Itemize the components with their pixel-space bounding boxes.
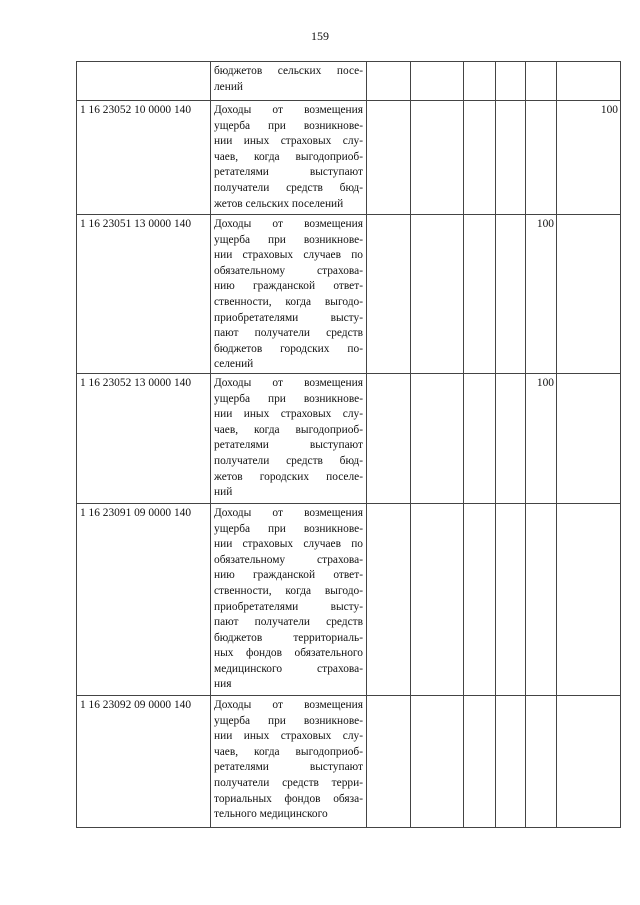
description-line: получатели средств бюд- [214, 454, 363, 467]
description-line: Доходы от возмещения [214, 698, 363, 711]
table-row [77, 695, 621, 827]
budget-share-cell: 100 [526, 373, 557, 503]
budget-share-cell [496, 101, 526, 215]
description-line: ретателями выступают [214, 761, 363, 774]
description-line: ственности, когда выгодо- [214, 584, 363, 597]
table-row [77, 215, 621, 374]
table-row [77, 503, 621, 695]
description-line: ретателями выступают [214, 439, 363, 452]
income-description-cell [211, 215, 367, 374]
budget-share-cell [411, 373, 464, 503]
description-line: приобретателями высту- [214, 311, 363, 324]
budget-share-cell [557, 215, 621, 374]
description-line: ущерба при возникнове- [214, 233, 363, 246]
budget-share-cell [496, 215, 526, 374]
description-line: нии иных страховых слу- [214, 135, 363, 148]
description-line: ния [214, 678, 232, 691]
budget-share-cell [526, 101, 557, 215]
budget-share-cell [411, 695, 464, 827]
description-line: ториальных фондов обяза- [214, 792, 363, 805]
description-line: Доходы от возмещения [214, 376, 363, 389]
budget-share-cell [464, 62, 496, 101]
income-description-cell [211, 503, 367, 695]
description-line: медицинского страхова- [214, 662, 363, 675]
description-line: ущерба при возникнове- [214, 119, 363, 132]
budget-share-cell [367, 62, 411, 101]
budget-table [76, 61, 621, 828]
description-line: чаев, когда выгодоприоб- [214, 745, 363, 758]
budget-share-cell [367, 373, 411, 503]
budget-share-cell [496, 62, 526, 101]
description-line: жетов городских поселе- [214, 470, 363, 483]
description-line: нии иных страховых слу- [214, 730, 363, 743]
budget-share-cell [411, 215, 464, 374]
description-line: чаев, когда выгодоприоб- [214, 423, 363, 436]
description-line: бюджетов территориаль- [214, 631, 363, 644]
description-line: нии иных страховых слу- [214, 408, 363, 421]
table-row [77, 62, 621, 101]
budget-share-cell [496, 503, 526, 695]
budget-share-cell [367, 695, 411, 827]
description-line: ущерба при возникнове- [214, 714, 363, 727]
budget-share-cell [367, 215, 411, 374]
budget-share-cell [411, 62, 464, 101]
description-line: ных фондов обязательного [214, 647, 363, 660]
description-line: тельного медицинского [214, 808, 328, 821]
description-line: ний [214, 486, 233, 499]
description-line: жетов сельских поселений [214, 197, 344, 210]
budget-share-cell [557, 503, 621, 695]
description-line: ущерба при возникнове- [214, 522, 363, 535]
description-line: лений [214, 80, 244, 93]
budget-share-cell [367, 503, 411, 695]
income-description-cell [211, 373, 367, 503]
budget-share-cell [411, 101, 464, 215]
description-line: ущерба при возникнове- [214, 392, 363, 405]
budget-share-cell [367, 101, 411, 215]
budget-share-cell: 100 [557, 101, 621, 215]
budget-share-cell [557, 62, 621, 101]
description-line: Доходы от возмещения [214, 104, 363, 116]
description-line: бюджетов городских по- [214, 342, 363, 355]
description-line: пают получатели средств [214, 327, 363, 340]
income-code-cell: 1 16 23091 09 0000 140 [77, 503, 211, 695]
income-description-cell [211, 101, 367, 215]
budget-share-cell [464, 215, 496, 374]
budget-share-cell [526, 62, 557, 101]
income-code-cell: 1 16 23052 10 0000 140 [77, 101, 211, 215]
description-line: ретателями выступают [214, 166, 363, 179]
description-line: бюджетов сельских посе- [214, 65, 363, 77]
budget-share-cell [464, 101, 496, 215]
budget-share-cell [464, 695, 496, 827]
description-line: ственности, когда выгодо- [214, 295, 363, 308]
budget-share-cell [464, 373, 496, 503]
description-line: обязательному страхова- [214, 553, 363, 566]
description-line: нию гражданской ответ- [214, 280, 363, 293]
description-line: нии страховых случаев по [214, 249, 363, 262]
description-line: чаев, когда выгодоприоб- [214, 150, 363, 163]
description-line: пают получатели средств [214, 616, 363, 629]
description-line: Доходы от возмещения [214, 218, 363, 230]
description-line: обязательному страхова- [214, 264, 363, 277]
budget-share-cell: 100 [526, 215, 557, 374]
income-code-cell [77, 62, 211, 101]
table-row [77, 101, 621, 215]
description-line: Доходы от возмещения [214, 506, 363, 519]
description-line: селений [214, 358, 254, 371]
income-code-cell: 1 16 23052 13 0000 140 [77, 373, 211, 503]
income-description-cell [211, 695, 367, 827]
budget-share-cell [496, 373, 526, 503]
budget-share-cell [496, 695, 526, 827]
page-number: 159 [311, 29, 329, 43]
budget-share-cell [557, 373, 621, 503]
description-line: получатели средств бюд- [214, 181, 363, 194]
description-line: получатели средств терри- [214, 776, 363, 789]
description-line: приобретателями высту- [214, 600, 363, 613]
budget-share-cell [526, 695, 557, 827]
description-line: нию гражданской ответ- [214, 569, 363, 582]
income-code-cell: 1 16 23092 09 0000 140 [77, 695, 211, 827]
description-line: нии страховых случаев по [214, 538, 363, 551]
income-code-cell: 1 16 23051 13 0000 140 [77, 215, 211, 374]
table-row [77, 373, 621, 503]
income-description-cell [211, 62, 367, 101]
budget-share-cell [464, 503, 496, 695]
budget-share-cell [557, 695, 621, 827]
budget-share-cell [526, 503, 557, 695]
budget-share-cell [411, 503, 464, 695]
